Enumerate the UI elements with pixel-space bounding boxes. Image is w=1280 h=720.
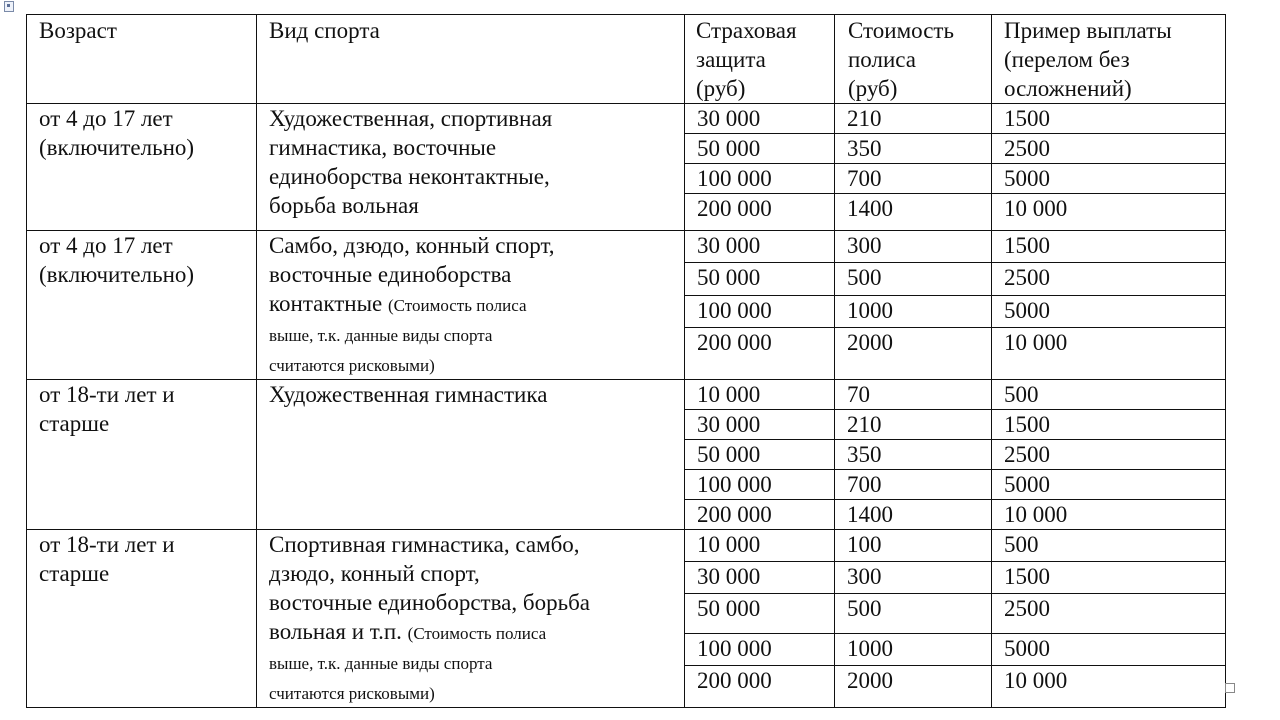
coverage-cell: 100 000: [685, 470, 835, 500]
price-cell: 300: [835, 231, 992, 263]
price-cell: 2000: [835, 328, 992, 380]
sport-cell: Художественная, спортивная гимнастика, восточные единоборства неконтактные, борьба вольная: [257, 104, 685, 231]
price-cell: 350: [835, 440, 992, 470]
price-cell: 1000: [835, 295, 992, 327]
age-cell: от 18-ти лет и старше: [27, 380, 257, 530]
payout-cell: 5000: [992, 470, 1226, 500]
price-cell: 100: [835, 530, 992, 562]
coverage-cell: 200 000: [685, 500, 835, 530]
coverage-cell: 200 000: [685, 194, 835, 231]
price-cell: 700: [835, 164, 992, 194]
sport-cell: Художественная гимнастика: [257, 380, 685, 530]
table-resize-handle[interactable]: [1225, 683, 1235, 693]
age-cell: от 4 до 17 лет (включительно): [27, 104, 257, 231]
payout-cell: 10 000: [992, 500, 1226, 530]
coverage-cell: 50 000: [685, 593, 835, 633]
header-sport: Вид спорта: [257, 15, 685, 104]
table-row: [27, 380, 1226, 410]
payout-cell: 1500: [992, 410, 1226, 440]
header-age: Возраст: [27, 15, 257, 104]
payout-cell: 1500: [992, 231, 1226, 263]
risk-note: (Стоимость полиса выше, т.к. данные виды спорта считаются рисковыми): [269, 624, 547, 703]
price-cell: 500: [835, 593, 992, 633]
payout-cell: 2500: [992, 263, 1226, 295]
header-price: Стоимость полиса (руб): [835, 15, 992, 104]
payout-cell: 2500: [992, 134, 1226, 164]
coverage-cell: 200 000: [685, 665, 835, 707]
sport-cell: Спортивная гимнастика, самбо, дзюдо, конный спорт, восточные единоборства, борьба вольная и т.п. (Стоимость полиса выше, т.к. данные виды спорта считаются рисковыми): [257, 530, 685, 708]
price-cell: 70: [835, 380, 992, 410]
header-coverage: Страховая защита (руб): [685, 15, 835, 104]
coverage-cell: 30 000: [685, 410, 835, 440]
coverage-cell: 100 000: [685, 633, 835, 665]
payout-cell: 10 000: [992, 328, 1226, 380]
payout-cell: 2500: [992, 440, 1226, 470]
coverage-cell: 50 000: [685, 263, 835, 295]
coverage-cell: 100 000: [685, 295, 835, 327]
anchor-icon[interactable]: [4, 1, 14, 12]
coverage-cell: 10 000: [685, 530, 835, 562]
price-cell: 500: [835, 263, 992, 295]
payout-cell: 500: [992, 530, 1226, 562]
payout-cell: 5000: [992, 295, 1226, 327]
price-cell: 2000: [835, 665, 992, 707]
age-cell: от 4 до 17 лет (включительно): [27, 231, 257, 380]
payout-cell: 500: [992, 380, 1226, 410]
price-cell: 350: [835, 134, 992, 164]
payout-cell: 2500: [992, 593, 1226, 633]
payout-cell: 1500: [992, 561, 1226, 593]
payout-cell: 5000: [992, 164, 1226, 194]
coverage-cell: 30 000: [685, 104, 835, 134]
price-cell: 210: [835, 104, 992, 134]
price-cell: 300: [835, 561, 992, 593]
payout-cell: 10 000: [992, 665, 1226, 707]
coverage-cell: 30 000: [685, 561, 835, 593]
coverage-cell: 100 000: [685, 164, 835, 194]
table-row: [27, 530, 1226, 562]
insurance-table: [26, 14, 1226, 708]
price-cell: 1400: [835, 194, 992, 231]
coverage-cell: 50 000: [685, 440, 835, 470]
coverage-cell: 10 000: [685, 380, 835, 410]
coverage-cell: 50 000: [685, 134, 835, 164]
coverage-cell: 30 000: [685, 231, 835, 263]
sport-cell: Самбо, дзюдо, конный спорт, восточные единоборства контактные (Стоимость полиса выше, т.к. данные виды спорта считаются рисковыми): [257, 231, 685, 380]
header-payout: Пример выплаты (перелом без осложнений): [992, 15, 1226, 104]
price-cell: 700: [835, 470, 992, 500]
age-cell: от 18-ти лет и старше: [27, 530, 257, 708]
table-row: [27, 104, 1226, 134]
price-cell: 210: [835, 410, 992, 440]
risk-note: (Стоимость полиса выше, т.к. данные виды спорта считаются рисковыми): [269, 296, 527, 375]
table-row: [27, 231, 1226, 263]
payout-cell: 1500: [992, 104, 1226, 134]
header-row: [27, 15, 1226, 104]
payout-cell: 5000: [992, 633, 1226, 665]
price-cell: 1400: [835, 500, 992, 530]
price-cell: 1000: [835, 633, 992, 665]
coverage-cell: 200 000: [685, 328, 835, 380]
payout-cell: 10 000: [992, 194, 1226, 231]
